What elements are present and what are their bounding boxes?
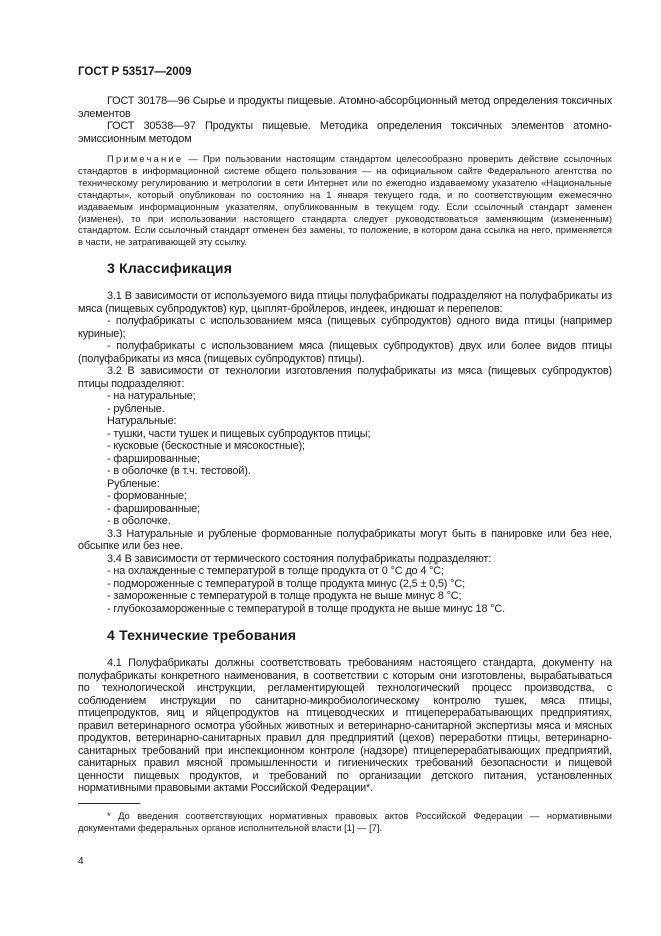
footnote bbox=[78, 810, 612, 835]
paragraph: - фаршированные; bbox=[107, 452, 200, 465]
paragraph: 3.3 Натуральные и рубленые формованные полуфабрикаты могут быть в панировке или без нее, обсыпке или без нее. bbox=[78, 527, 612, 553]
paragraph: - замороженные с температурой в толще продукта не выше минус 8 °С; bbox=[107, 590, 462, 603]
footnote-divider bbox=[78, 803, 140, 804]
paragraph: - кусковые (бескостные и мясокостные); bbox=[107, 440, 305, 453]
paragraph: Натуральные: bbox=[107, 415, 177, 428]
section-4-body bbox=[78, 657, 612, 795]
paragraph: - тушки, части тушек и пищевых субпродуктов птицы; bbox=[107, 427, 371, 440]
reference-item: ГОСТ 30178—96 Сырье и продукты пищевые. Атомно-абсорбционный метод определения токсичных элементов bbox=[78, 95, 612, 120]
paragraph: 4.1 Полуфабрикаты должны соответствовать требованиям настоящего стандарта, документу на полуфабрикаты конкретного наименования, в соответствии с которым они изготовлены, вырабатываться по технологической инструкции, регламентирующей технологический процесс производства, с соблюдением инструкции по санитарно-микробиологическому контролю тушек, мяса птицы, птицепродуктов, яиц и яйцепродуктов на птицеводческих и птицеперерабатывающих предприятиях, правил ветеринарного осмотра убойных животных и ветеринарно-санитарной экспертизы мяса и мясных продуктов, ветеринарно-санитарных правил для предприятий (цехов) переработки птицы, ветеринарно-санитарных требований при инспекционном контроле (надзоре) птицеперерабатывающих предприятий, санитарных правил мясной промышленности и гигиенических требований безопасности и пищевой ценности пищевых продуктов, и требований по организации детского питания, установленных нормативными правовыми актами Российской Федерации*. bbox=[78, 657, 612, 795]
paragraph: - в оболочке. bbox=[107, 515, 171, 528]
paragraph: 3.4 В зависимости от термического состояния полуфабрикаты подразделяют: bbox=[107, 552, 492, 565]
paragraph: 3.1 В зависимости от используемого вида птицы полуфабрикаты подразделяют на полуфабрикаты из мяса (пищевых субпродуктов) кур, цыплят-бройлеров, индеек, индюшат и перепелов: bbox=[78, 290, 612, 315]
paragraph: - полуфабрикаты с использованием мяса (пищевых субпродуктов) одного вида птицы (например куриные); bbox=[78, 315, 612, 340]
paragraph: - на охлажденные с температурой в толще продукта от 0 °С до 4 °С; bbox=[107, 565, 444, 578]
reference-item: ГОСТ 30538—97 Продукты пищевые. Методика определения токсичных элементов атомно-эмиссионным методом bbox=[78, 120, 612, 145]
section-3-title: 3 Классификация bbox=[107, 260, 233, 277]
paragraph: - глубокозамороженные с температурой в толще продукта не выше минус 18 °С. bbox=[107, 602, 506, 615]
footnote-text: * До введения соответствующих нормативных правовых актов Российской Федерации — нормативными документами федеральных органов исполнительной власти [1] — [7]. bbox=[78, 809, 612, 834]
paragraph: - в оболочке (в т.ч. тестовой). bbox=[107, 465, 251, 478]
paragraph: - рубленые. bbox=[107, 402, 165, 415]
document-header: ГОСТ Р 53517—2009 bbox=[78, 66, 192, 78]
paragraph: - формованные; bbox=[107, 490, 187, 503]
note-block bbox=[78, 153, 612, 248]
document-page bbox=[78, 66, 612, 835]
section-4-title: 4 Технические требования bbox=[107, 627, 297, 644]
page-number: 4 bbox=[78, 856, 84, 867]
paragraph: - на натуральные; bbox=[107, 390, 196, 403]
paragraph: Рубленые: bbox=[107, 477, 160, 490]
section-3-body bbox=[78, 290, 612, 615]
note-label: Примечание bbox=[107, 153, 184, 164]
paragraph: - подмороженные с температурой в толще продукта минус (2,5 ± 0,5) °С; bbox=[107, 577, 465, 590]
paragraph: - фаршированные; bbox=[107, 502, 200, 515]
note-text: — При пользовании настоящим стандартом целесообразно проверить действие ссылочных стандартов в информационной системе общего пользования — на официальном сайте Федерального агентства по техническому регулированию и метрологии в сети Интернет или по ежегодно издаваемому указателю «Национальные стандарты», который опубликован по состоянию на 1 января текущего года, и по соответствующим ежемесячно издаваемым информационным указателям, опубликованным в текущем году. Если ссылочный стандарт заменен (изменен), то при использовании настоящего стандарта следует руководствоваться заменяющим (измененным) стандартом. Если ссылочный стандарт отменен без замены, то положение, в котором дана ссылка на него, применяется в части, не затрагивающей эту ссылку. bbox=[78, 153, 612, 248]
paragraph: 3.2 В зависимости от технологии изготовления полуфабрикаты из мяса (пищевых субпродуктов) птицы подразделяют: bbox=[78, 365, 612, 390]
paragraph: - полуфабрикаты с использованием мяса (пищевых субпродуктов) двух или более видов птицы (полуфабрикаты из мяса (пищевых субпродуктов) птицы). bbox=[78, 340, 612, 365]
